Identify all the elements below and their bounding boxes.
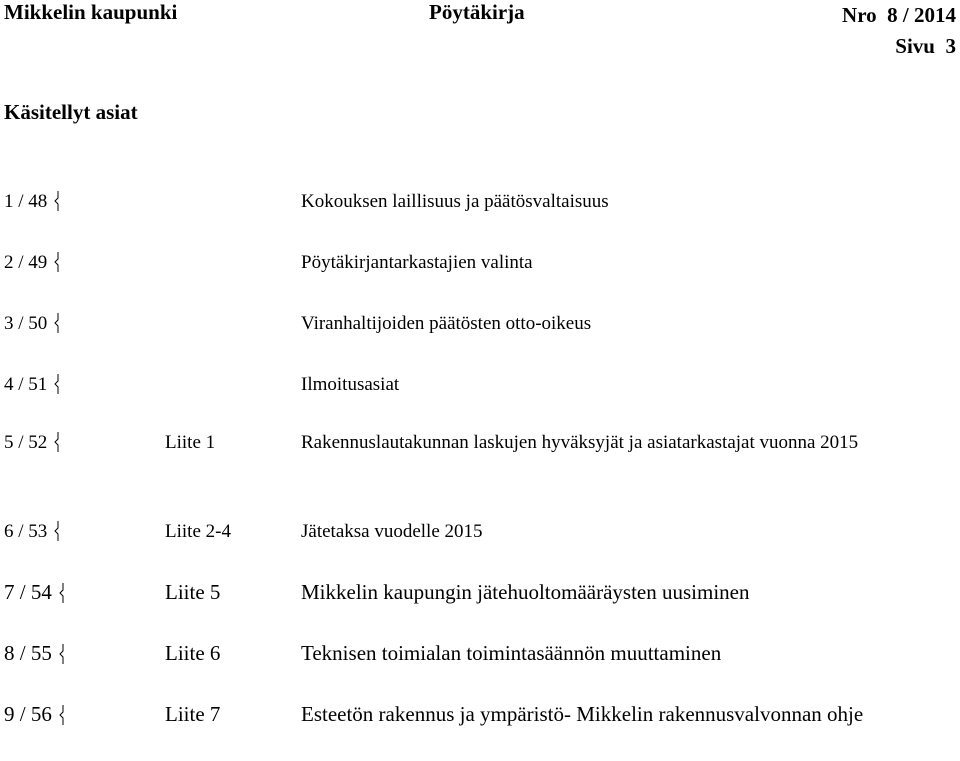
item-number-wrap [4, 186, 62, 217]
item-number-wrap [4, 247, 62, 278]
agenda-item [0, 427, 960, 516]
document-number: Nro 8 / 2014 [842, 3, 956, 27]
agenda-item [0, 516, 960, 577]
document-number-block [842, 0, 956, 62]
item-title: Jätetaksa vuodelle 2015 [301, 521, 483, 542]
item-number: 7 / 54 [4, 580, 52, 604]
section-marker-icon [54, 374, 62, 394]
item-number: 3 / 50 [4, 313, 48, 334]
item-attachment: Liite 6 [165, 641, 221, 665]
item-title: Esteetön rakennus ja ympäristö- Mikkelin rakennusvalvonnan ohje [301, 702, 864, 726]
item-attachment: Liite 2-4 [165, 521, 231, 542]
section-marker-icon [54, 191, 62, 211]
page-number: Sivu 3 [895, 34, 956, 58]
agenda-list [0, 186, 960, 761]
item-number: 5 / 52 [4, 432, 48, 453]
item-number-wrap [4, 577, 67, 608]
item-number: 6 / 53 [4, 521, 48, 542]
agenda-item [0, 308, 960, 369]
item-title: Mikkelin kaupungin jätehuoltomääräysten uusiminen [301, 580, 750, 604]
item-number: 2 / 49 [4, 252, 48, 273]
section-marker-icon [54, 252, 62, 272]
item-attachment: Liite 1 [165, 432, 216, 453]
section-marker-icon [54, 521, 62, 541]
organization-name: Mikkelin kaupunki [4, 0, 178, 24]
item-number-wrap [4, 369, 62, 400]
item-title: Kokouksen laillisuus ja päätösvaltaisuus [301, 191, 609, 212]
item-title: Ilmoitusasiat [301, 374, 400, 395]
item-attachment: Liite 7 [165, 702, 221, 726]
item-number: 8 / 55 [4, 641, 52, 665]
item-number-wrap [4, 308, 62, 339]
item-title: Rakennuslautakunnan laskujen hyväksyjät ja asiatarkastajat vuonna 2015 [301, 432, 859, 453]
section-marker-icon [59, 705, 67, 725]
section-marker-icon [59, 644, 67, 664]
item-number: 4 / 51 [4, 374, 48, 395]
page-header [4, 0, 956, 60]
document-type: Pöytäkirja [429, 0, 525, 24]
agenda-item [0, 369, 960, 427]
item-number-wrap [4, 638, 67, 669]
agenda-item [0, 638, 960, 699]
item-attachment: Liite 5 [165, 580, 221, 604]
item-number: 9 / 56 [4, 702, 52, 726]
agenda-item [0, 186, 960, 247]
item-title: Pöytäkirjantarkastajien valinta [301, 252, 533, 273]
agenda-item [0, 247, 960, 308]
section-marker-icon [54, 432, 62, 452]
section-marker-icon [54, 313, 62, 333]
item-number-wrap [4, 427, 62, 458]
item-title: Viranhaltijoiden päätösten otto-oikeus [301, 313, 592, 334]
section-title: Käsitellyt asiat [4, 100, 138, 124]
section-marker-icon [59, 583, 67, 603]
agenda-item [0, 577, 960, 638]
item-number-wrap [4, 516, 62, 547]
agenda-item [0, 699, 960, 761]
item-number: 1 / 48 [4, 191, 48, 212]
item-number-wrap [4, 699, 67, 730]
item-title: Teknisen toimialan toimintasäännön muuttaminen [301, 641, 722, 665]
